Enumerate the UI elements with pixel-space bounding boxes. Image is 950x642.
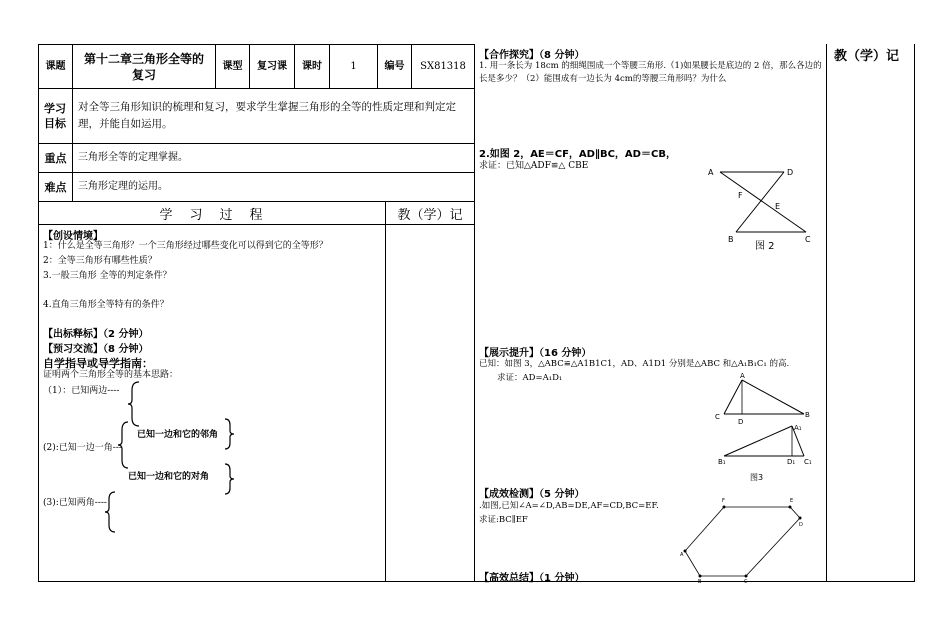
fig2-label-c: C xyxy=(805,235,811,244)
chuangshe-line-4: 4.直角三角形全等特有的条件？ xyxy=(43,300,169,310)
zixue-title: 自学指导或导学指南： xyxy=(43,357,153,370)
hezuo-q2-head: 2.如图 2，AE＝CF，AD∥BC，AD＝CB， xyxy=(479,149,676,160)
fig2-caption: 图 2 xyxy=(755,241,775,252)
hezuo-q2-prove: 求证：已知△ADF≌△ CBE xyxy=(479,161,589,171)
bianhao-value: SX81318 xyxy=(420,60,466,72)
silu-item-1: （1）：已知两边---- xyxy=(43,386,120,396)
hex-label-a: A xyxy=(680,552,684,558)
fig2-label-d: D xyxy=(787,168,794,177)
hex-label-c: C xyxy=(744,579,748,584)
silu-item-2: (2):已知一边一角--- xyxy=(43,443,122,453)
hezuo-title: 【合作探究】（8 分钟） xyxy=(479,50,585,61)
keshi-label: 课时 xyxy=(302,60,322,72)
fig3-label-a: A xyxy=(740,372,745,380)
fig3-label-c: C xyxy=(715,413,720,421)
zhanshi-title: 【展示提升】（16 分钟） xyxy=(479,348,592,359)
chuangshe-line-1: 1：什么是全等三角形？一个三角形经过哪些变化可以得到它的全等形？ xyxy=(43,241,328,251)
chuangshe-line-3: 3.一般三角形 全等的判定条件？ xyxy=(43,271,172,281)
hexagon-figure xyxy=(680,492,805,584)
chengxiao-title: 【成效检测】（5 分钟） xyxy=(479,489,585,500)
kexing-value: 复习课 xyxy=(257,60,287,72)
hex-label-d: D xyxy=(799,522,803,528)
fig2-label-f: F xyxy=(738,191,743,200)
figure-2 xyxy=(700,160,820,255)
fig2-label-a: A xyxy=(708,168,714,177)
nandian-label: 难点 xyxy=(44,180,67,194)
brace-icon xyxy=(117,420,131,470)
zhanshi-text-2: 求证：AD=A₁D₁ xyxy=(497,373,563,383)
yuxi-title: 【预习交流】（8 分钟） xyxy=(43,344,149,355)
kexing-label: 课型 xyxy=(222,60,243,72)
silu-item-3: (3):已知两角---- xyxy=(43,498,107,508)
fig2-label-b: B xyxy=(728,235,734,244)
fig3-label-d: D xyxy=(738,418,744,426)
brace-right-icon xyxy=(222,462,236,496)
fig3-label-c1: C₁ xyxy=(804,458,812,466)
fig3-label-d1: D₁ xyxy=(787,458,796,466)
chengxiao-text-1: .如图,已知∠A=∠D,AB=DE,AF=CD,BC=EF. xyxy=(479,501,659,511)
fig2-label-e: E xyxy=(775,202,781,211)
chengxiao-text-2: 求证:BC∥EF xyxy=(479,515,528,525)
goals-text: 对全等三角形知识的梳理和复习，要求学生掌握三角形的全等的性质定理和判定定理，并能自如运用。 xyxy=(78,101,456,130)
bianhao-label: 编号 xyxy=(384,60,405,72)
zhanshi-text-1: 已知：如图 3，△ABC≌△A1B1C1，AD、A1D1 分别是△ABC 和△A₁B₁C₁ 的高. xyxy=(479,359,790,369)
hex-label-f: F xyxy=(722,498,725,504)
silu-intro: 证明两个三角形全等的基本思路： xyxy=(43,370,179,380)
hex-label-e: E xyxy=(790,498,794,504)
silu-branch-2: 已知一边和它的对角 xyxy=(128,472,210,482)
silu-branch-1: 已知一边和它的邻角 xyxy=(137,430,219,440)
zhongdian-label: 重点 xyxy=(44,151,67,165)
keti-label: 课题 xyxy=(45,60,66,72)
process-title: 学 习 过 程 xyxy=(159,207,265,223)
fig3-caption: 图3 xyxy=(750,473,764,482)
brace-icon xyxy=(104,490,118,534)
fig3-label-a1: A₁ xyxy=(794,424,802,432)
hex-label-b: B xyxy=(698,579,702,584)
goals-label: 学习目标 xyxy=(44,102,66,130)
gaoxiao-title: 【高效总结】（1 分钟） xyxy=(479,573,585,584)
keti-value: 第十二章三角形全等的复习 xyxy=(83,51,204,82)
zhongdian-text: 三角形全等的定理掌握。 xyxy=(78,152,188,163)
right-notes-title: 教（学）记 xyxy=(834,49,900,64)
chubiao-title: 【出标释标】（2 分钟） xyxy=(43,329,149,340)
chuangshe-line-2: 2：全等三角形有哪些性质？ xyxy=(43,256,157,266)
figure-3 xyxy=(708,370,824,485)
fig3-label-b1: B₁ xyxy=(718,458,726,466)
process-notes-title: 教（学）记 xyxy=(397,207,463,223)
nandian-text: 三角形定理的运用。 xyxy=(78,181,168,192)
keshi-value: 1 xyxy=(350,60,357,72)
fig3-label-b: B xyxy=(805,411,810,419)
brace-right-icon xyxy=(222,417,236,451)
chuangshe-title: 【创设情境】 xyxy=(43,231,103,242)
hezuo-q1: 1. 用一条长为 18cm 的细绳围成一个等腰三角形.（1)如果腰长是底边的 2 倍，那么各边的长是多少？（2）能围成有一边长为 4cm的等腰三角形吗？为什么 xyxy=(479,61,822,84)
